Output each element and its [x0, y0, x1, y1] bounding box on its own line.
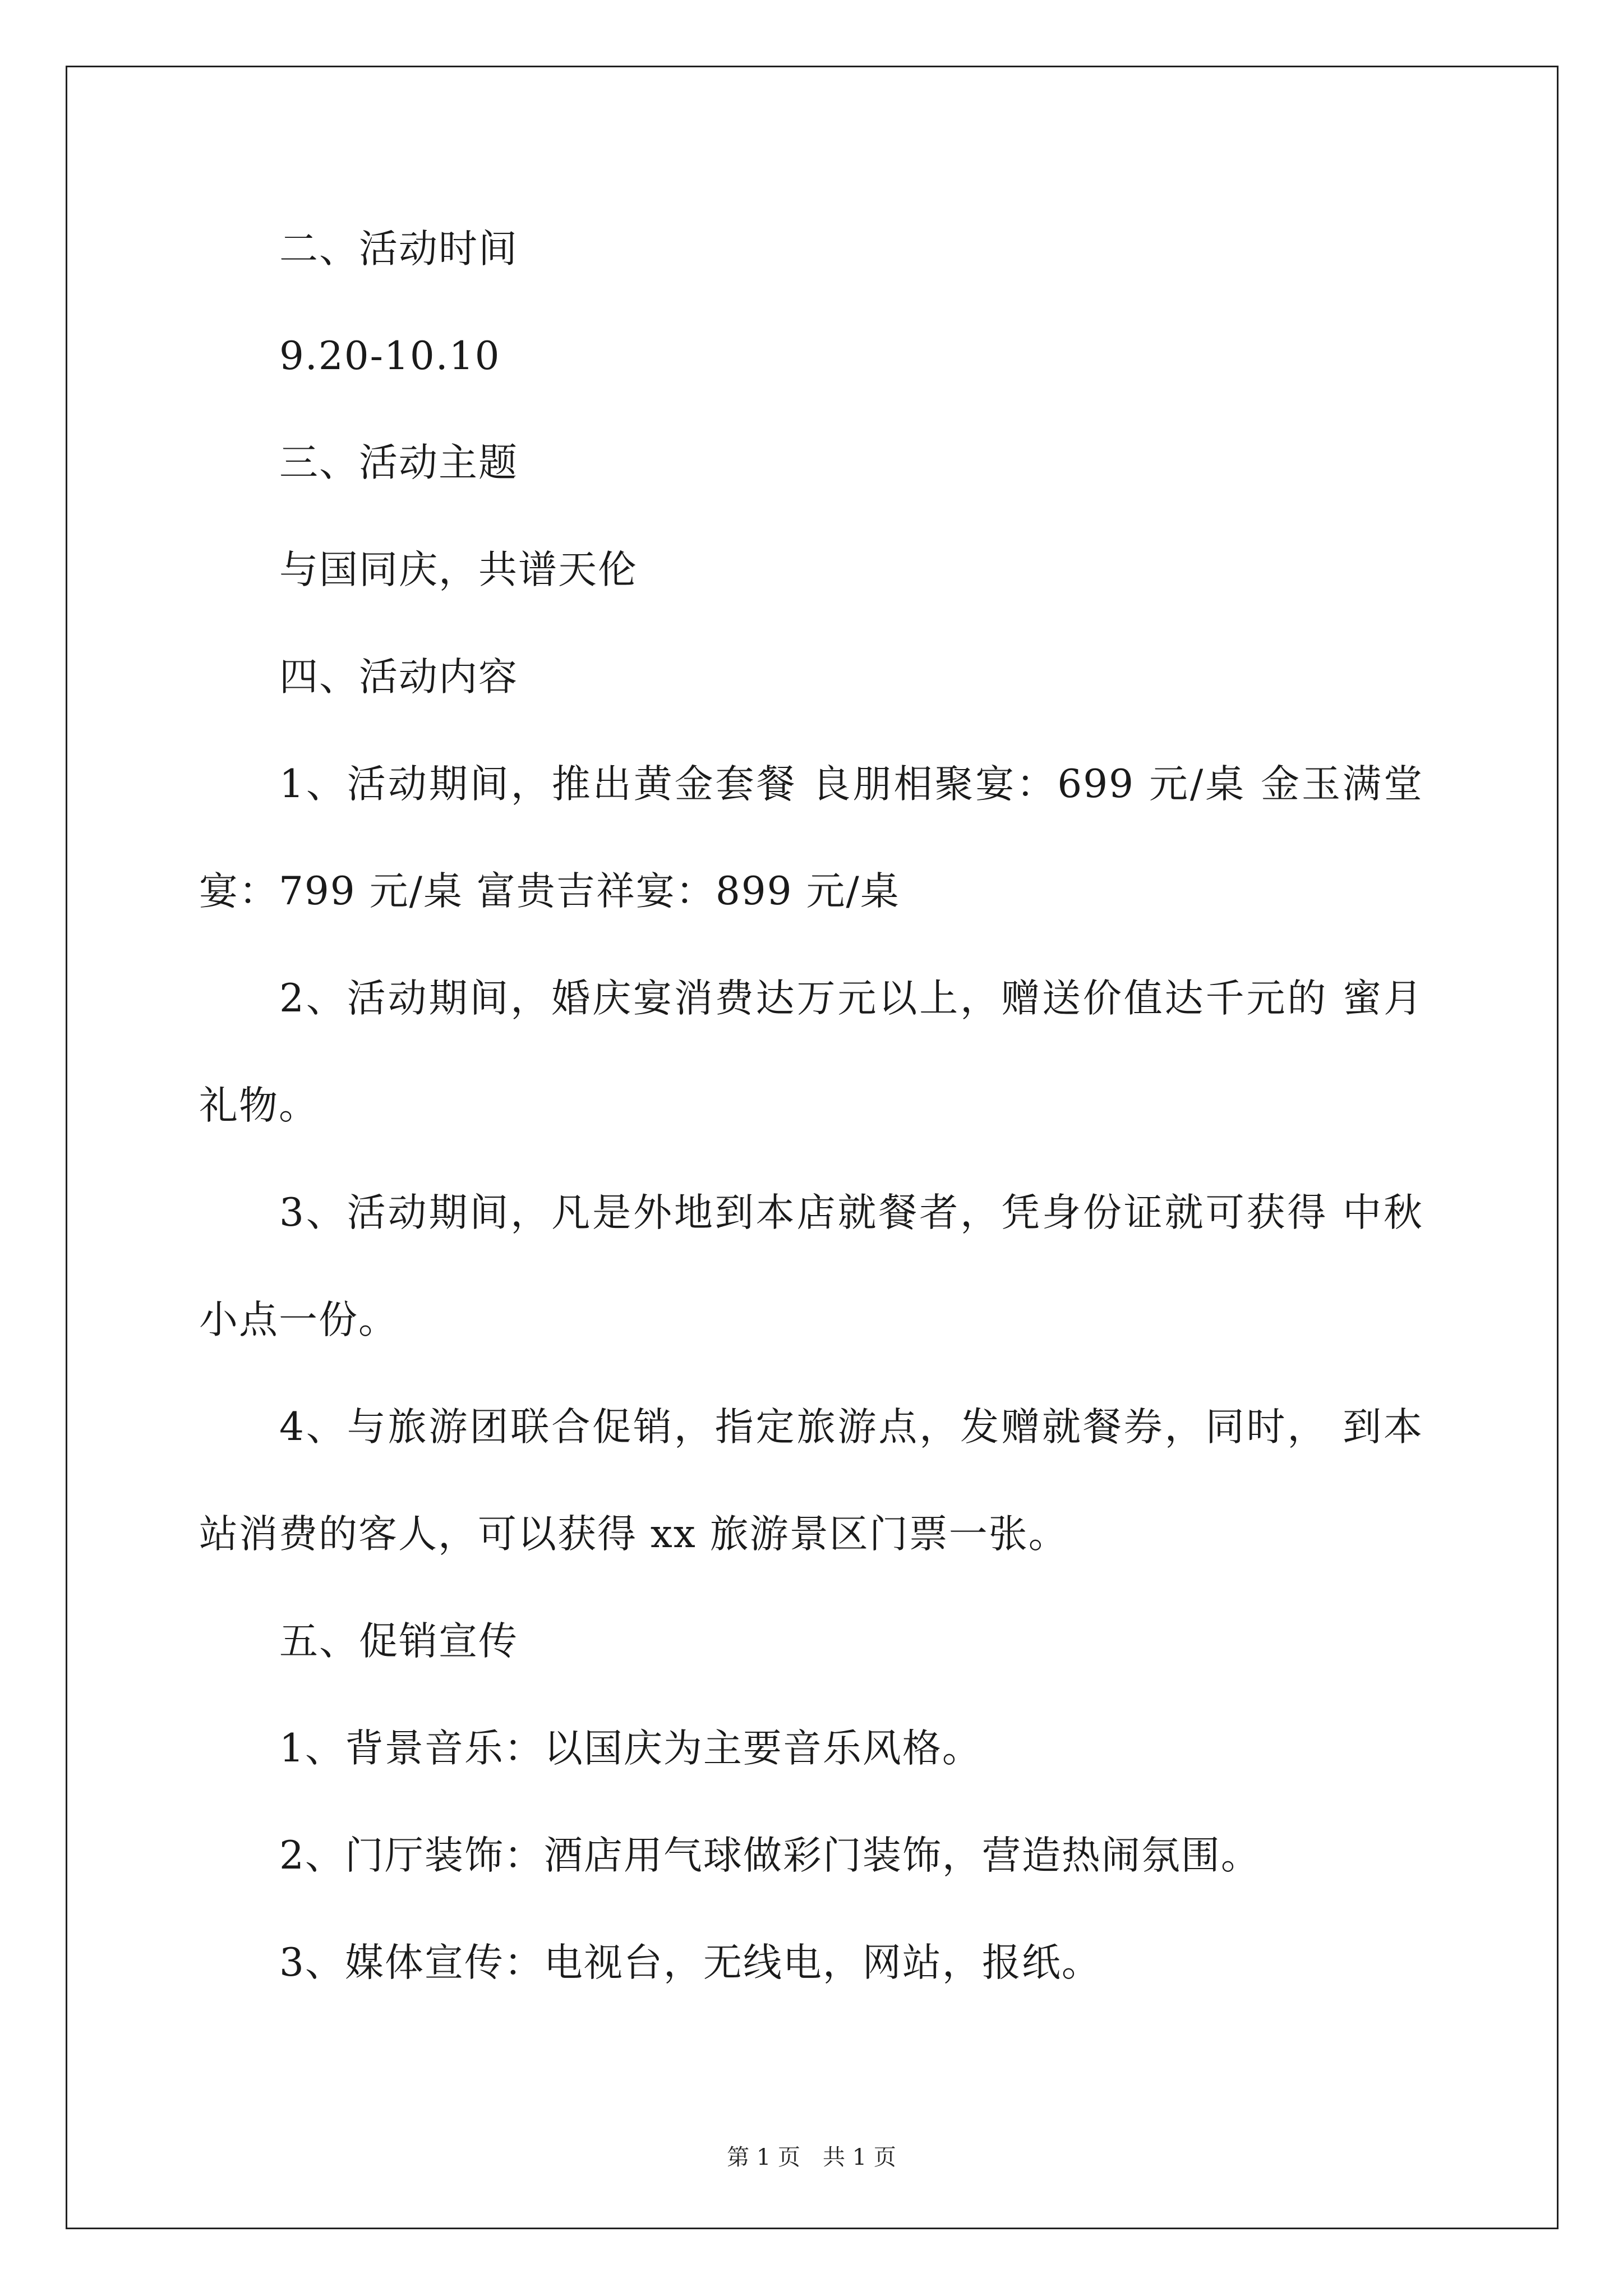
section-heading-theme: 三、活动主题: [279, 440, 518, 485]
content-item-1-line-1: 1、活动期间，推出黄金套餐 良朋相聚宴：699 元/桌 金玉满堂: [279, 762, 1423, 807]
activity-dates: 9.20-10.10: [279, 334, 501, 379]
content-item-2-line-1: 2、活动期间，婚庆宴消费达万元以上，赠送价值达千元的 蜜月: [279, 976, 1423, 1021]
section-heading-promotion: 五、促销宣传: [279, 1619, 518, 1664]
page-border: [66, 66, 1559, 2229]
promotion-item-1: 1、背景音乐：以国庆为主要音乐风格。: [279, 1726, 982, 1771]
content-item-3-line-2: 小点一份。: [199, 1297, 398, 1342]
content-item-2-line-2: 礼物。: [199, 1083, 319, 1128]
content-item-4-line-2: 站消费的客人，可以获得 xx 旅游景区门票一张。: [199, 1512, 1068, 1557]
section-heading-time: 二、活动时间: [279, 227, 518, 272]
content-item-3-line-1: 3、活动期间，凡是外地到本店就餐者，凭身份证就可获得 中秋: [279, 1190, 1423, 1235]
activity-theme: 与国同庆，共谱天伦: [279, 547, 638, 592]
promotion-item-2: 2、门厅装饰：酒店用气球做彩门装饰，营造热闹氛围。: [279, 1833, 1261, 1878]
content-item-4-line-1: 4、与旅游团联合促销，指定旅游点，发赠就餐券，同时， 到本: [279, 1405, 1423, 1450]
promotion-item-3: 3、媒体宣传：电视台，无线电，网站，报纸。: [279, 1940, 1101, 1985]
page-footer: 第 1 页 共 1 页: [727, 2145, 896, 2170]
section-heading-content: 四、活动内容: [279, 655, 518, 700]
content-item-1-line-2: 宴：799 元/桌 富贵吉祥宴：899 元/桌: [199, 869, 900, 914]
